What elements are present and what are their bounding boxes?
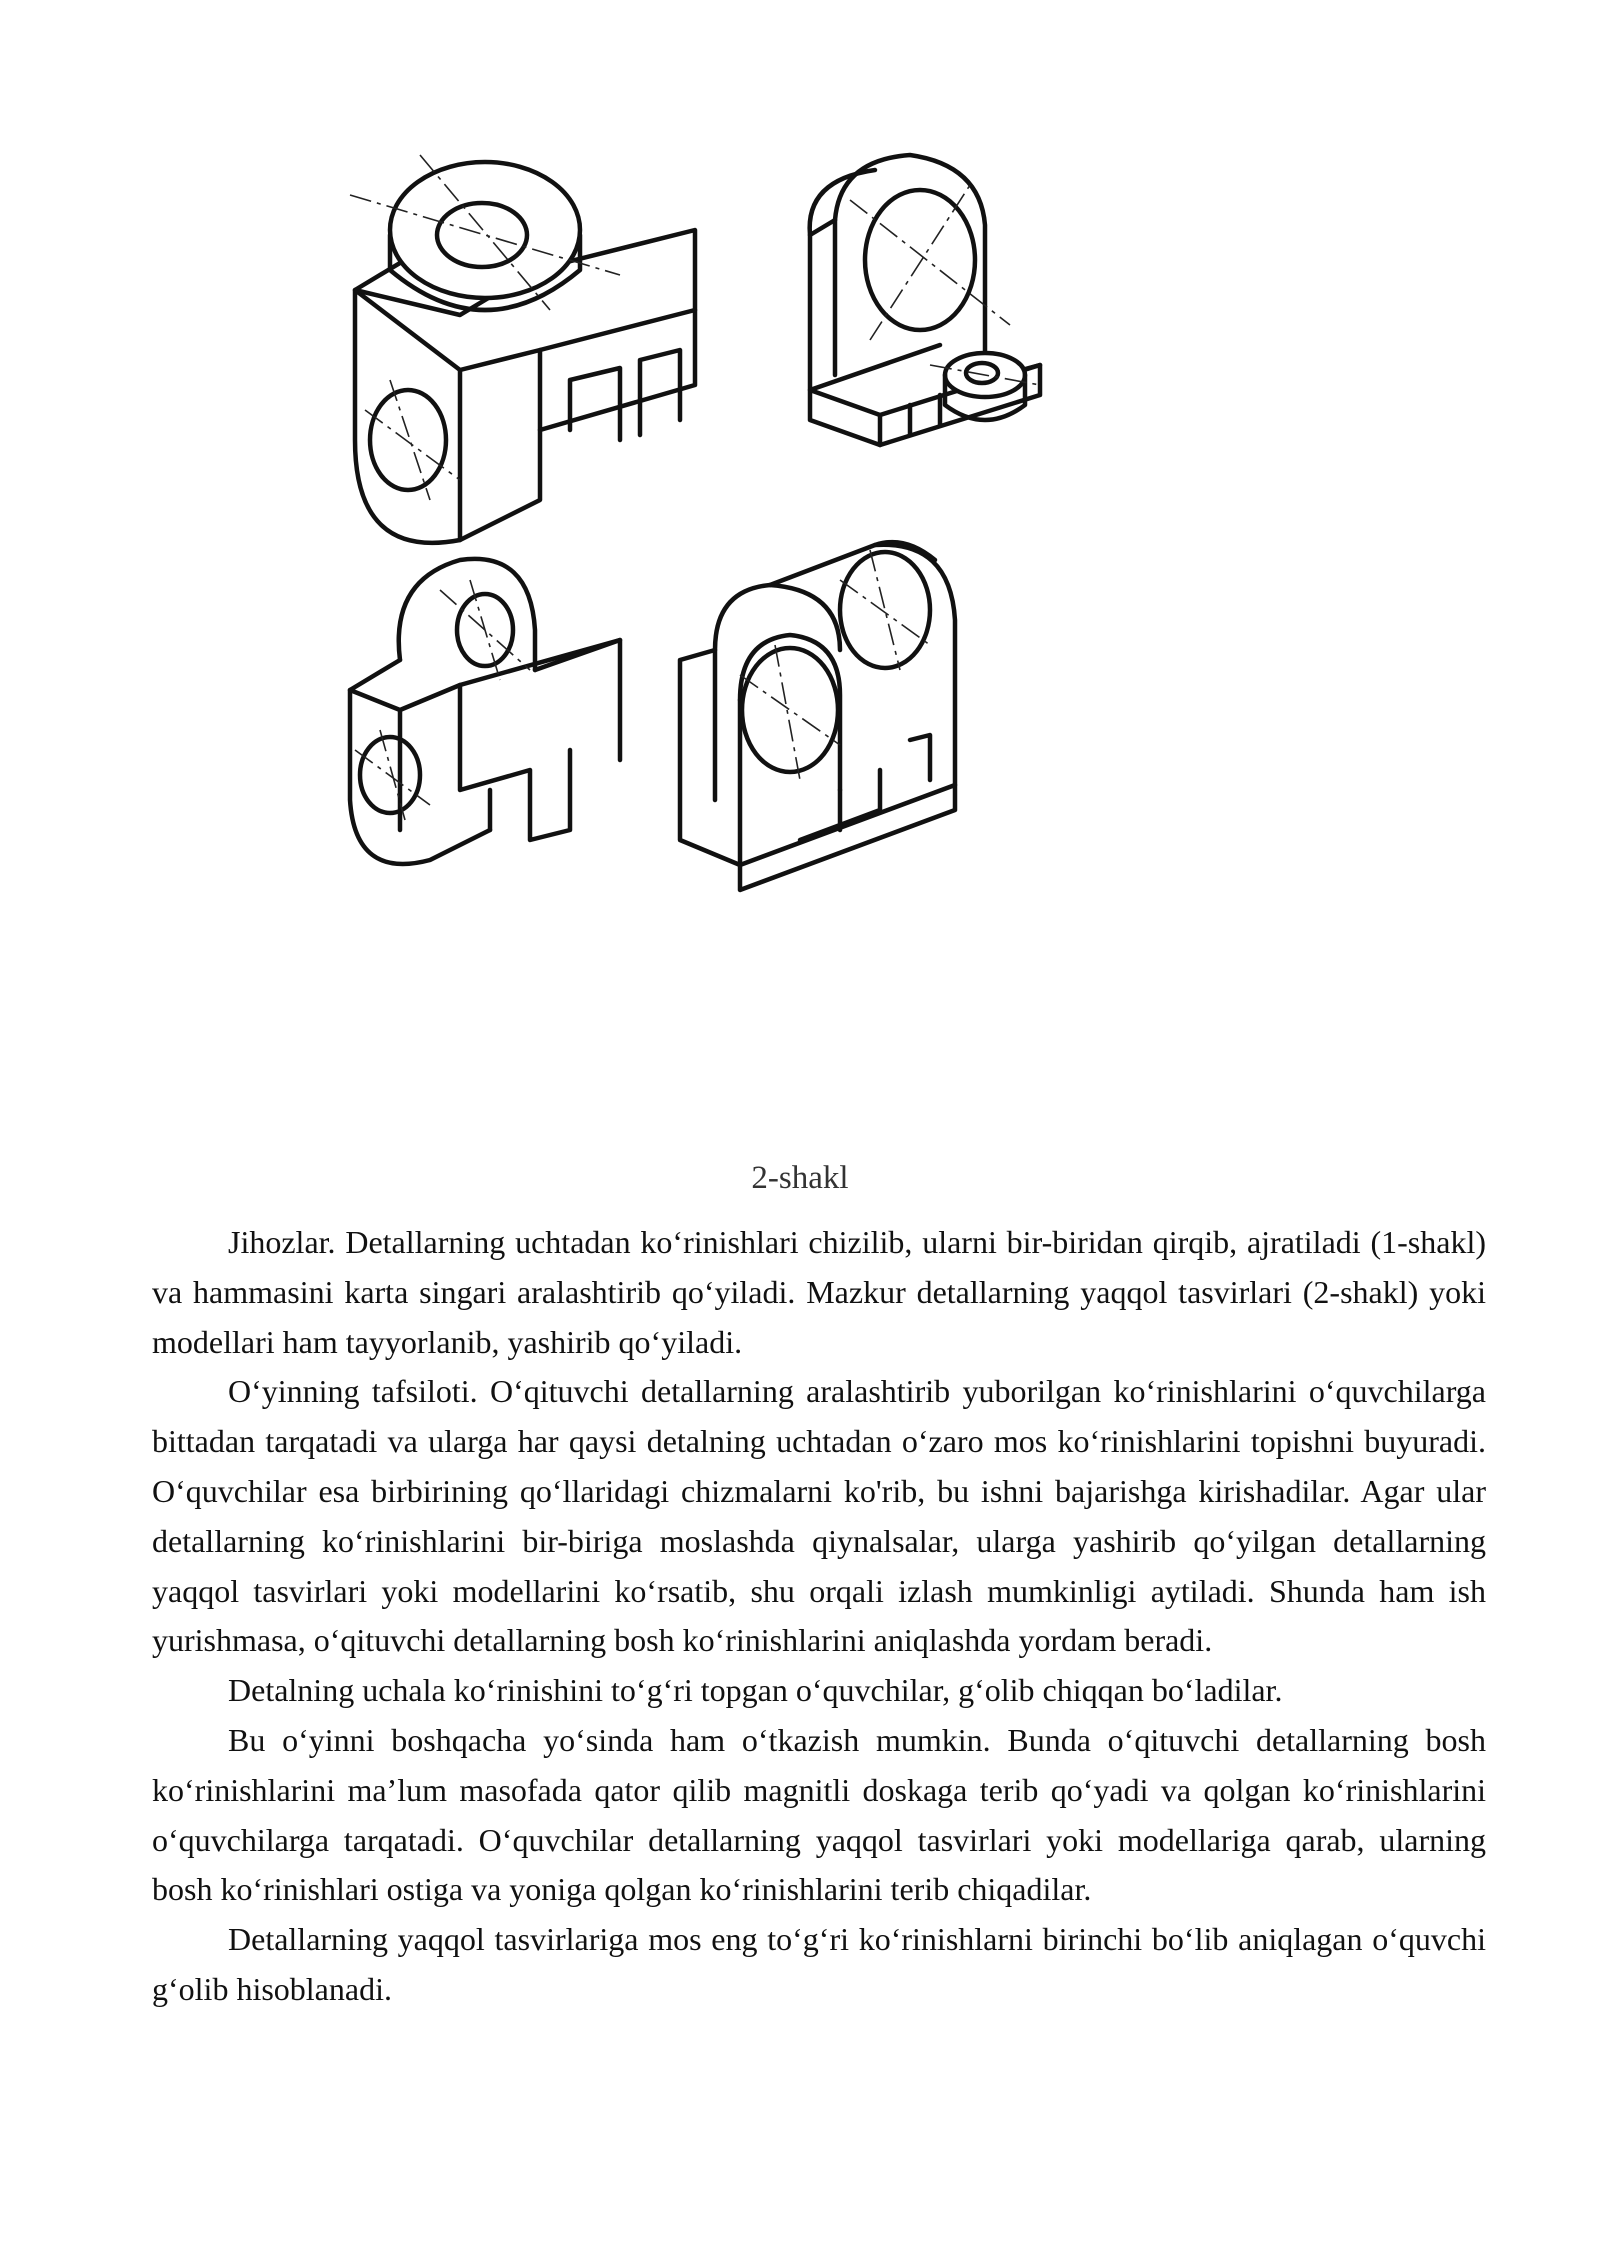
paragraph-alternative: Bu o‘yinni boshqacha yo‘sinda ham o‘tkazish mumkin. Bunda o‘qituvchi detallarning bosh ko‘rinishlarini ma’lum masofada qator qilib magnitli doskaga terib qo‘yadi va qolgan ko‘rinishlarini o‘quvchilarga tarqatadi. O‘quvchilar detallarning yaqqol tasvirlari yoki modellariga qarab, ularning bosh ko‘rinishlari ostiga va yoniga qolgan ko‘rinishlarini terib chiqadilar. <box>152 1721 1486 1908</box>
paragraph-winners: Detalning uchala ko‘rinishini to‘g‘ri topgan o‘quvchilar, g‘olib chiqqan bo‘ladilar. <box>228 1672 1283 1709</box>
paragraph-conclusion: Detallarning yaqqol tasvirlariga mos eng to‘g‘ri ko‘rinishlarni birinchi bo‘lib aniqlagan o‘quvchi g‘olib hisoblanadi. <box>152 1921 1486 2007</box>
part-arched-bracket <box>810 155 1040 445</box>
part-cylinder-boss-block <box>350 155 695 543</box>
part-stepped-bracket <box>350 559 620 864</box>
figure-caption: 2-shakl <box>751 1160 849 1196</box>
paragraph-game-details: O‘yinning tafsiloti. O‘qituvchi detallarning aralashtirib yuborilgan ko‘rinishlarini o‘quvchilarga bittadan tarqatadi va ularga har qaysi detalning uchtadan o‘zaro mos ko‘rinishlarini topishni buyuradi. O‘quvchilar esa birbirining qo‘llaridagi chizmalarni ko'rib, bu ishni bajarishga kirishadilar. Agar ular detallarning ko‘rinishlarini bir-biriga moslashda qiynalsalar, ularga yashirib qo‘yilgan detallarning yaqqol tasvirlari yoki modellarini ko‘rsatib, shu orqali izlash mumkinligi aytiladi. Shunda ham ish yurishmasa, o‘qituvchi detallarning bosh ko‘rinishlarini aniqlashda yordam beradi. <box>152 1373 1486 1659</box>
part-double-arch-frame <box>680 542 955 890</box>
paragraph-equipment: Jihozlar. Detallarning uchtadan ko‘rinishlari chizilib, ularni bir-biridan qirqib, ajratiladi (1-shakl) va hammasini karta singari aralashtirib qo‘yiladi. Mazkur detallarning yaqqol tasvirlari (2-shakl) yoki modellari ham tayyorlanib, yashirib qo‘yiladi. <box>152 1224 1486 1360</box>
body-text <box>152 1218 1486 2015</box>
isometric-parts-figure <box>320 140 1200 1070</box>
